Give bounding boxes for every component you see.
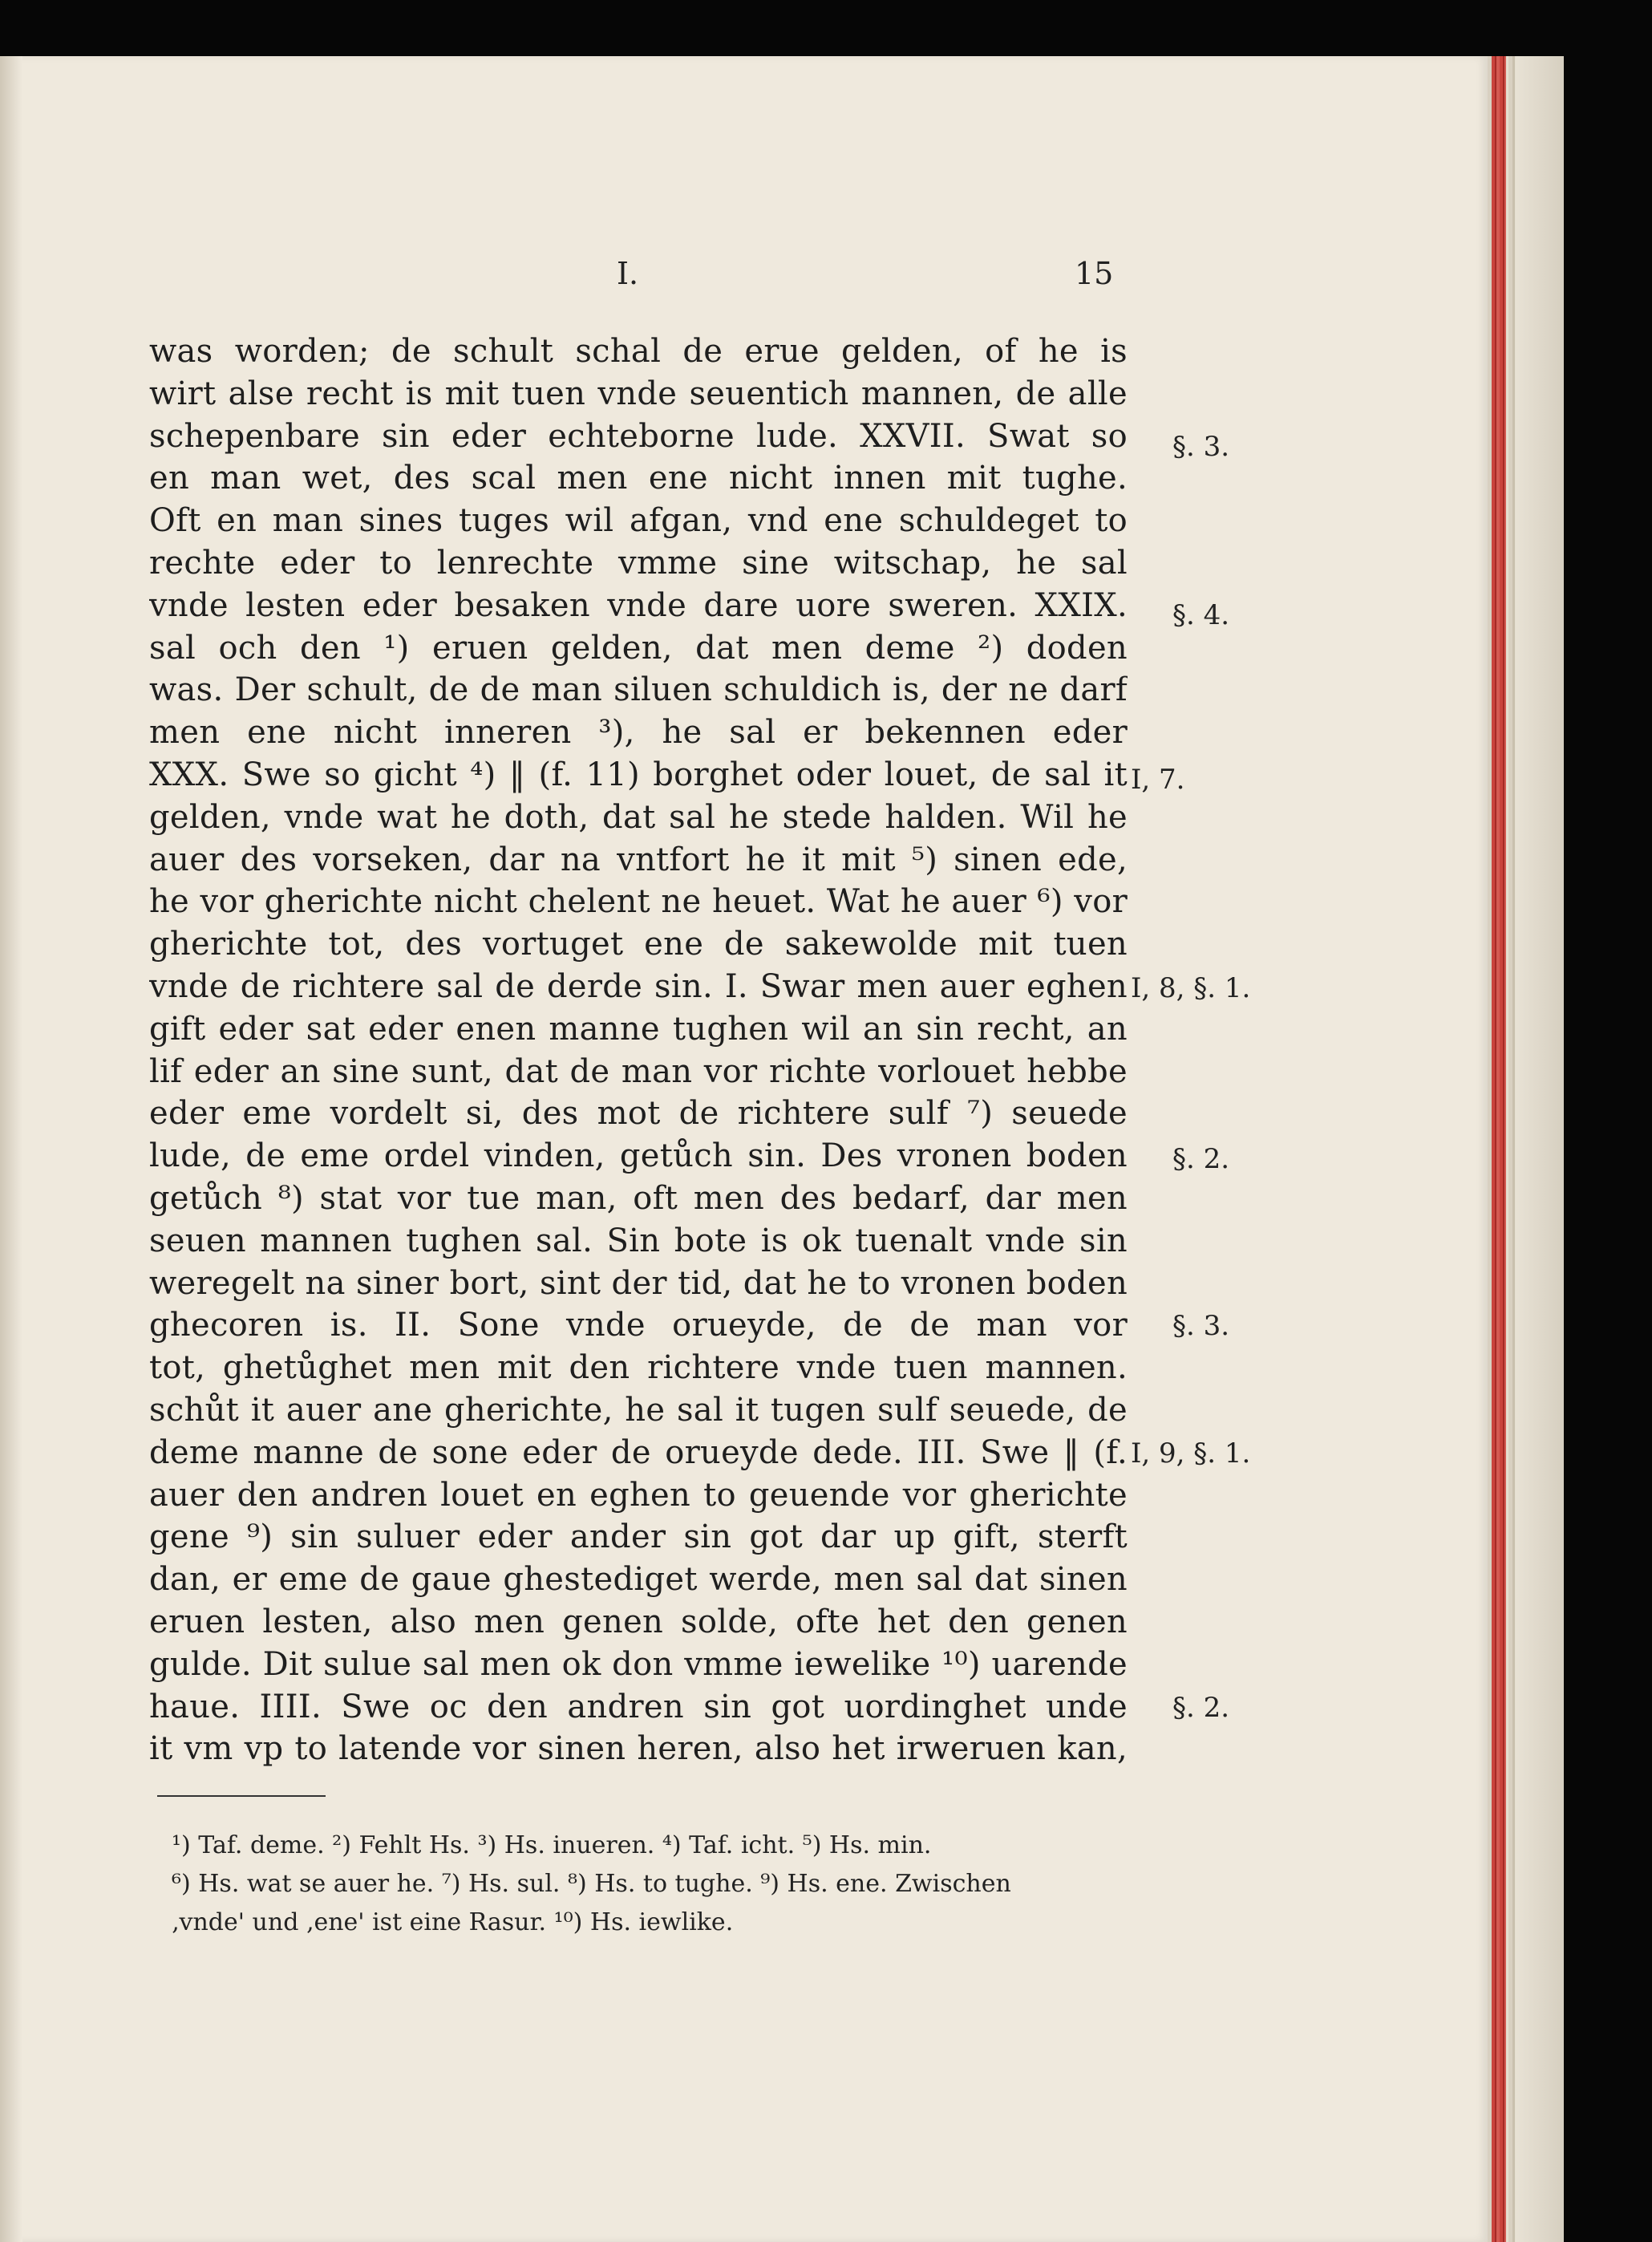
red-page-edge: [1492, 56, 1506, 2242]
text-line: eder eme vordelt si, des mot de richtere sulf ⁷) seuede: [149, 1095, 1128, 1133]
text-line: schepenbare sin eder echteborne lude. XXVII. Swat so: [149, 417, 1128, 455]
text-line: weregelt na siner bort, sint der tid, dat he to vronen boden: [149, 1264, 1128, 1302]
footnote-rule: [157, 1795, 326, 1797]
footnote-line: ¹) Taf. deme. ²) Fehlt Hs. ³) Hs. inueren. ⁴) Taf. icht. ⁵) Hs. min.: [172, 1831, 932, 1859]
text-line: gelden, vnde wat he doth, dat sal he stede halden. Wil he: [149, 798, 1128, 836]
text-line: vnde de richtere sal de derde sin. I. Swar men auer eghen: [149, 967, 1128, 1005]
text-line: getůch ⁸) stat vor tue man, oft men des bedarf, dar men: [149, 1179, 1128, 1217]
margin-note: §. 4.: [1172, 599, 1230, 631]
text-line: he vor gherichte nicht chelent ne heuet. Wat he auer ⁶) vor: [149, 883, 1128, 921]
text-line: was. Der schult, de de man siluen schuldich is, der ne darf: [149, 671, 1128, 709]
margin-note: I, 8, §. 1.: [1131, 972, 1251, 1004]
margin-note: §. 3.: [1172, 431, 1230, 463]
text-line: gulde. Dit sulue sal men ok don vmme iewelike ¹⁰) uarende: [149, 1645, 1128, 1683]
footnote-line: ‚vnde' und ‚ene' ist eine Rasur. ¹⁰) Hs. iewlike.: [172, 1908, 734, 1936]
text-line: was worden; de schult schal de erue gelden, of he is: [149, 333, 1128, 370]
gutter-shadow: [0, 56, 22, 2242]
text-line: vnde lesten eder besaken vnde dare uore sweren. XXIX.: [149, 586, 1128, 624]
text-line: gherichte tot, des vortuget ene de sakewolde mit tuen: [149, 926, 1128, 963]
text-line: wirt alse recht is mit tuen vnde seuentich mannen, de alle: [149, 375, 1128, 412]
text-line: gift eder sat eder enen manne tughen wil an sin recht, an: [149, 1010, 1128, 1048]
text-line: rechte eder to lenrechte vmme sine witschap, he sal: [149, 544, 1128, 582]
text-line: it vm vp to latende vor sinen heren, also het irweruen kan,: [149, 1730, 1128, 1768]
margin-note: I, 7.: [1131, 764, 1185, 796]
text-line: tot, ghetůghet men mit den richtere vnde tuen mannen.: [149, 1349, 1128, 1387]
text-line: auer den andren louet en eghen to geuende vor gherichte: [149, 1476, 1128, 1514]
margin-note: §. 3.: [1172, 1310, 1230, 1342]
text-line: dan, er eme de gaue ghestediget werde, men sal dat sinen: [149, 1561, 1128, 1599]
text-line: schůt it auer ane gherichte, he sal it tugen sulf seuede, de: [149, 1391, 1128, 1429]
book-cover-edge: [1516, 56, 1564, 2242]
text-line: XXX. Swe so gicht ⁴) ‖ (f. 11) borghet oder louet, de sal it: [149, 756, 1128, 793]
text-line: auer des vorseken, dar na vntfort he it mit ⁵) sinen ede,: [149, 841, 1128, 878]
text-line: haue. IIII. Swe oc den andren sin got uordinghet unde: [149, 1688, 1128, 1725]
text-line: gene ⁹) sin suluer eder ander sin got dar up gift, sterft: [149, 1518, 1128, 1556]
text-line: ghecoren is. II. Sone vnde orueyde, de de man vor: [149, 1307, 1128, 1344]
text-line: Oft en man sines tuges wil afgan, vnd ene schuldeget to: [149, 502, 1128, 540]
text-line: deme manne de sone eder de orueyde dede. III. Swe ‖ (f.: [149, 1433, 1128, 1471]
text-line: sal och den ¹) eruen gelden, dat men deme ²) doden: [149, 629, 1128, 667]
margin-note: §. 2.: [1172, 1692, 1230, 1724]
margin-note: §. 2.: [1172, 1143, 1230, 1175]
footnotes: [172, 1826, 1126, 1942]
text-line: eruen lesten, also men genen solde, ofte het den genen: [149, 1603, 1128, 1640]
footnote-line: ⁶) Hs. wat se auer he. ⁷) Hs. sul. ⁸) Hs. to tughe. ⁹) Hs. ene. Zwischen: [172, 1870, 1011, 1898]
page-number: 15: [1075, 256, 1114, 291]
text-line: en man wet, des scal men ene nicht innen mit tughe.: [149, 460, 1128, 497]
text-line: seuen mannen tughen sal. Sin bote is ok tuenalt vnde sin: [149, 1222, 1128, 1259]
margin-note: I, 9, §. 1.: [1131, 1437, 1251, 1470]
text-line: lif eder an sine sunt, dat de man vor richte vorlouet hebbe: [149, 1052, 1128, 1090]
running-head-section: I.: [617, 256, 639, 291]
text-line: men ene nicht inneren ³), he sal er bekennen eder: [149, 714, 1128, 752]
text-line: lude, de eme ordel vinden, getůch sin. Des vronen boden: [149, 1137, 1128, 1175]
main-text: [149, 330, 1128, 1770]
